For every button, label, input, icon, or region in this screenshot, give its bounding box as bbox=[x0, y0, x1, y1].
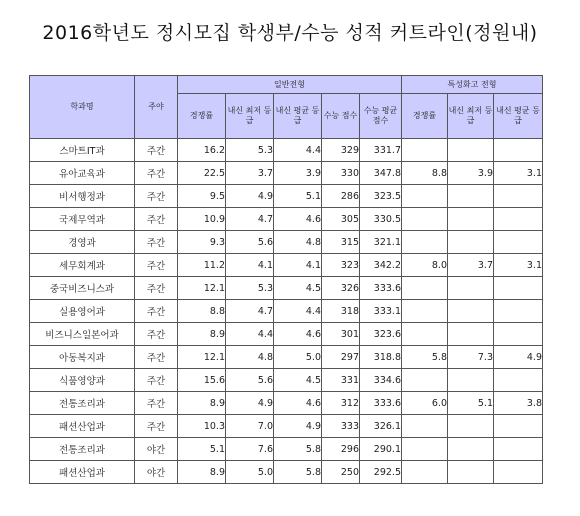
table-row bbox=[30, 185, 543, 208]
cell-s-min-grade bbox=[448, 277, 494, 300]
cell-g-avg-grade: 4.6 bbox=[274, 208, 322, 231]
cell-g-min-grade: 5.6 bbox=[226, 231, 274, 254]
cell-g-csat-score: 296 bbox=[322, 438, 360, 461]
header-g-csat-avg: 수능 평균 점수 bbox=[360, 94, 402, 139]
cell-s-competition: 8.8 bbox=[402, 162, 448, 185]
cell-g-avg-grade: 5.0 bbox=[274, 346, 322, 369]
cell-g-competition: 8.9 bbox=[178, 323, 226, 346]
cell-s-min-grade bbox=[448, 438, 494, 461]
cell-g-csat-score: 326 bbox=[322, 277, 360, 300]
cell-g-csat-score: 329 bbox=[322, 139, 360, 162]
cell-g-csat-score: 318 bbox=[322, 300, 360, 323]
cell-g-csat-score: 297 bbox=[322, 346, 360, 369]
cell-s-avg-grade bbox=[494, 185, 543, 208]
cell-s-avg-grade bbox=[494, 231, 543, 254]
table-row bbox=[30, 254, 543, 277]
cell-time: 주간 bbox=[135, 254, 178, 277]
cell-g-csat-avg: 323.6 bbox=[360, 323, 402, 346]
cell-g-csat-avg: 334.6 bbox=[360, 369, 402, 392]
cell-s-avg-grade bbox=[494, 415, 543, 438]
cell-g-csat-avg: 292.5 bbox=[360, 461, 402, 484]
cell-g-csat-avg: 321.1 bbox=[360, 231, 402, 254]
cutline-table bbox=[29, 75, 543, 484]
header-g-competition: 경쟁률 bbox=[178, 94, 226, 139]
cell-g-csat-avg: 333.6 bbox=[360, 392, 402, 415]
cell-dept: 패션산업과 bbox=[30, 461, 135, 484]
cell-g-min-grade: 4.9 bbox=[226, 185, 274, 208]
header-g-csat-score: 수능 점수 bbox=[322, 94, 360, 139]
table-row bbox=[30, 369, 543, 392]
cell-s-avg-grade bbox=[494, 369, 543, 392]
cell-g-avg-grade: 4.6 bbox=[274, 323, 322, 346]
cell-g-csat-avg: 342.2 bbox=[360, 254, 402, 277]
cell-s-competition bbox=[402, 185, 448, 208]
cell-g-csat-score: 312 bbox=[322, 392, 360, 415]
header-s-competition: 경쟁률 bbox=[402, 94, 448, 139]
cell-g-min-grade: 5.3 bbox=[226, 139, 274, 162]
cell-g-csat-score: 301 bbox=[322, 323, 360, 346]
table-row bbox=[30, 438, 543, 461]
cell-g-csat-score: 333 bbox=[322, 415, 360, 438]
cell-g-competition: 11.2 bbox=[178, 254, 226, 277]
cell-dept: 스마트IT과 bbox=[30, 139, 135, 162]
cell-g-avg-grade: 4.9 bbox=[274, 415, 322, 438]
cell-g-min-grade: 3.7 bbox=[226, 162, 274, 185]
cell-s-competition bbox=[402, 438, 448, 461]
cell-s-min-grade: 5.1 bbox=[448, 392, 494, 415]
header-dept: 학과명 bbox=[30, 76, 135, 139]
cell-s-competition bbox=[402, 277, 448, 300]
cell-s-min-grade bbox=[448, 208, 494, 231]
cell-time: 야간 bbox=[135, 438, 178, 461]
table-row bbox=[30, 415, 543, 438]
cell-s-avg-grade bbox=[494, 300, 543, 323]
cell-g-csat-avg: 318.8 bbox=[360, 346, 402, 369]
cell-g-min-grade: 4.7 bbox=[226, 208, 274, 231]
table-row bbox=[30, 231, 543, 254]
cell-g-csat-avg: 331.7 bbox=[360, 139, 402, 162]
cell-s-min-grade bbox=[448, 231, 494, 254]
cell-s-avg-grade bbox=[494, 277, 543, 300]
cell-g-competition: 8.9 bbox=[178, 392, 226, 415]
cell-time: 주간 bbox=[135, 369, 178, 392]
cell-s-min-grade bbox=[448, 139, 494, 162]
cell-s-min-grade bbox=[448, 369, 494, 392]
cell-g-min-grade: 5.6 bbox=[226, 369, 274, 392]
cell-dept: 국제무역과 bbox=[30, 208, 135, 231]
cell-dept: 세무회계과 bbox=[30, 254, 135, 277]
cell-g-csat-score: 286 bbox=[322, 185, 360, 208]
cell-s-competition bbox=[402, 231, 448, 254]
cell-time: 주간 bbox=[135, 346, 178, 369]
cell-s-min-grade bbox=[448, 185, 494, 208]
table-body bbox=[30, 139, 543, 484]
cell-s-avg-grade: 3.1 bbox=[494, 162, 543, 185]
cell-g-avg-grade: 4.5 bbox=[274, 277, 322, 300]
cell-g-csat-score: 323 bbox=[322, 254, 360, 277]
cell-time: 주간 bbox=[135, 323, 178, 346]
cell-time: 주간 bbox=[135, 392, 178, 415]
cell-g-csat-score: 250 bbox=[322, 461, 360, 484]
cell-g-min-grade: 5.0 bbox=[226, 461, 274, 484]
cell-s-avg-grade: 3.1 bbox=[494, 254, 543, 277]
cell-time: 주간 bbox=[135, 208, 178, 231]
cell-g-avg-grade: 4.8 bbox=[274, 231, 322, 254]
cell-g-min-grade: 4.7 bbox=[226, 300, 274, 323]
cell-g-avg-grade: 4.4 bbox=[274, 300, 322, 323]
cell-s-avg-grade: 3.8 bbox=[494, 392, 543, 415]
cell-dept: 패션산업과 bbox=[30, 415, 135, 438]
cell-g-avg-grade: 4.4 bbox=[274, 139, 322, 162]
cell-g-competition: 12.1 bbox=[178, 277, 226, 300]
cell-g-avg-grade: 5.8 bbox=[274, 461, 322, 484]
cell-dept: 전통조리과 bbox=[30, 392, 135, 415]
cell-g-csat-avg: 290.1 bbox=[360, 438, 402, 461]
cell-dept: 실용영어과 bbox=[30, 300, 135, 323]
table-row bbox=[30, 392, 543, 415]
cell-g-competition: 5.1 bbox=[178, 438, 226, 461]
cell-s-avg-grade bbox=[494, 461, 543, 484]
cell-g-avg-grade: 4.5 bbox=[274, 369, 322, 392]
cell-g-competition: 9.5 bbox=[178, 185, 226, 208]
cell-g-csat-score: 315 bbox=[322, 231, 360, 254]
cell-s-competition bbox=[402, 461, 448, 484]
header-special: 특성화고 전형 bbox=[402, 76, 543, 94]
cell-s-min-grade: 7.3 bbox=[448, 346, 494, 369]
header-g-min-grade: 내신 최저 등급 bbox=[226, 94, 274, 139]
cell-s-competition: 5.8 bbox=[402, 346, 448, 369]
cell-g-csat-avg: 347.8 bbox=[360, 162, 402, 185]
table-row bbox=[30, 346, 543, 369]
header-general: 일반전형 bbox=[178, 76, 402, 94]
cell-g-csat-avg: 323.5 bbox=[360, 185, 402, 208]
header-s-avg-grade: 내신 평균 등급 bbox=[494, 94, 543, 139]
cell-s-competition bbox=[402, 369, 448, 392]
cell-g-csat-avg: 333.6 bbox=[360, 277, 402, 300]
cell-g-competition: 10.9 bbox=[178, 208, 226, 231]
cell-g-csat-avg: 326.1 bbox=[360, 415, 402, 438]
cell-s-min-grade bbox=[448, 415, 494, 438]
cell-g-csat-score: 331 bbox=[322, 369, 360, 392]
cell-g-competition: 8.8 bbox=[178, 300, 226, 323]
cell-dept: 경영과 bbox=[30, 231, 135, 254]
table-row bbox=[30, 300, 543, 323]
cell-g-min-grade: 7.6 bbox=[226, 438, 274, 461]
cell-g-avg-grade: 5.8 bbox=[274, 438, 322, 461]
cell-time: 주간 bbox=[135, 139, 178, 162]
cell-s-avg-grade: 4.9 bbox=[494, 346, 543, 369]
cell-time: 주간 bbox=[135, 185, 178, 208]
cell-s-min-grade: 3.9 bbox=[448, 162, 494, 185]
cell-g-csat-score: 305 bbox=[322, 208, 360, 231]
cell-s-min-grade: 3.7 bbox=[448, 254, 494, 277]
cell-s-competition bbox=[402, 208, 448, 231]
cell-s-avg-grade bbox=[494, 208, 543, 231]
cell-g-competition: 8.9 bbox=[178, 461, 226, 484]
cell-g-csat-avg: 333.1 bbox=[360, 300, 402, 323]
cell-s-competition: 8.0 bbox=[402, 254, 448, 277]
cell-g-competition: 10.3 bbox=[178, 415, 226, 438]
cell-g-csat-score: 330 bbox=[322, 162, 360, 185]
cell-g-avg-grade: 3.9 bbox=[274, 162, 322, 185]
cell-s-min-grade bbox=[448, 300, 494, 323]
cell-g-csat-avg: 330.5 bbox=[360, 208, 402, 231]
cell-g-competition: 12.1 bbox=[178, 346, 226, 369]
table-row bbox=[30, 208, 543, 231]
cell-dept: 식품영양과 bbox=[30, 369, 135, 392]
cell-dept: 중국비즈니스과 bbox=[30, 277, 135, 300]
cell-g-min-grade: 4.1 bbox=[226, 254, 274, 277]
cell-g-avg-grade: 5.1 bbox=[274, 185, 322, 208]
cell-g-min-grade: 4.8 bbox=[226, 346, 274, 369]
cell-time: 주간 bbox=[135, 162, 178, 185]
cell-g-avg-grade: 4.6 bbox=[274, 392, 322, 415]
cell-s-avg-grade bbox=[494, 438, 543, 461]
table-row bbox=[30, 461, 543, 484]
cell-time: 주간 bbox=[135, 277, 178, 300]
header-time: 주야 bbox=[135, 76, 178, 139]
cell-s-competition bbox=[402, 415, 448, 438]
cell-s-competition bbox=[402, 323, 448, 346]
cell-s-competition: 6.0 bbox=[402, 392, 448, 415]
cell-time: 주간 bbox=[135, 300, 178, 323]
cell-dept: 비즈니스일본어과 bbox=[30, 323, 135, 346]
header-s-min-grade: 내신 최저 등급 bbox=[448, 94, 494, 139]
cell-dept: 전통조리과 bbox=[30, 438, 135, 461]
cell-s-min-grade bbox=[448, 323, 494, 346]
header-g-avg-grade: 내신 평균 등급 bbox=[274, 94, 322, 139]
cell-g-competition: 9.3 bbox=[178, 231, 226, 254]
cell-g-min-grade: 4.4 bbox=[226, 323, 274, 346]
cell-g-min-grade: 5.3 bbox=[226, 277, 274, 300]
cell-time: 주간 bbox=[135, 231, 178, 254]
cell-g-min-grade: 4.9 bbox=[226, 392, 274, 415]
table-row bbox=[30, 162, 543, 185]
cell-g-min-grade: 7.0 bbox=[226, 415, 274, 438]
cell-g-competition: 22.5 bbox=[178, 162, 226, 185]
table-row bbox=[30, 323, 543, 346]
cell-s-competition bbox=[402, 300, 448, 323]
cell-g-competition: 16.2 bbox=[178, 139, 226, 162]
cell-s-avg-grade bbox=[494, 323, 543, 346]
cell-g-avg-grade: 4.1 bbox=[274, 254, 322, 277]
cell-dept: 비서행정과 bbox=[30, 185, 135, 208]
cell-s-competition bbox=[402, 139, 448, 162]
cell-g-competition: 15.6 bbox=[178, 369, 226, 392]
cell-time: 주간 bbox=[135, 415, 178, 438]
table-row bbox=[30, 139, 543, 162]
page-title: 2016학년도 정시모집 학생부/수능 성적 커트라인(정원내) bbox=[42, 22, 538, 44]
table-row bbox=[30, 277, 543, 300]
cell-s-avg-grade bbox=[494, 139, 543, 162]
cell-s-min-grade bbox=[448, 461, 494, 484]
cell-dept: 아동복지과 bbox=[30, 346, 135, 369]
cell-time: 야간 bbox=[135, 461, 178, 484]
cell-dept: 유아교육과 bbox=[30, 162, 135, 185]
